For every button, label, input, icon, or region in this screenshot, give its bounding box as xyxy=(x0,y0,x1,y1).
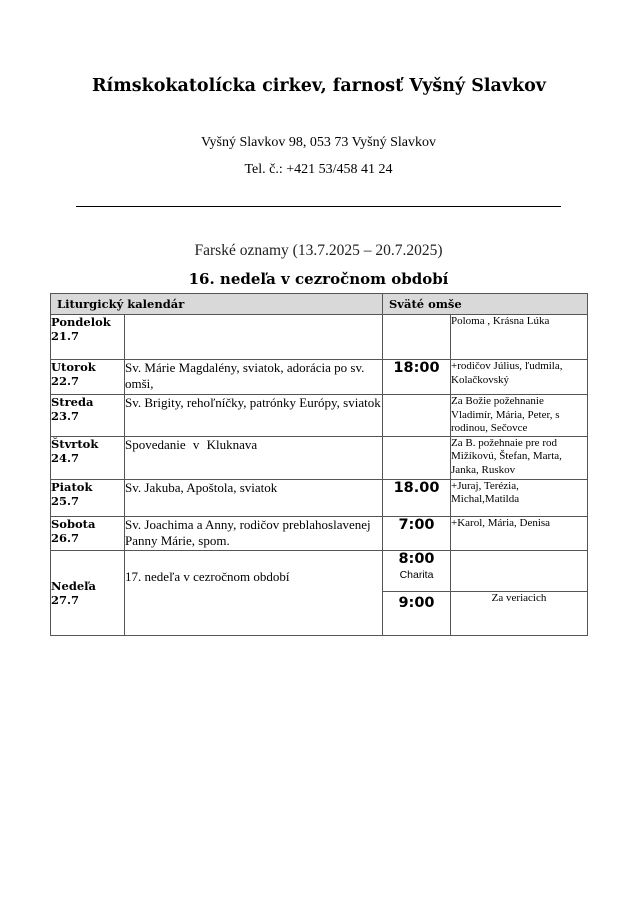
day-name: Pondelok xyxy=(51,315,111,329)
day-name: Piatok xyxy=(51,479,93,494)
table-row xyxy=(51,315,588,360)
intention-cell: +rodičov Július, ľudmila, Kolačkovský xyxy=(451,360,588,395)
day-date: 24.7 xyxy=(51,450,80,465)
table-header-row xyxy=(51,294,588,315)
description-cell: Sv. Joachima a Anny, rodičov preblahoslavenej Panny Márie, spom. xyxy=(125,516,383,550)
table-row xyxy=(51,550,588,591)
day-date: 23.7 xyxy=(51,409,80,423)
time-cell: 9:00 xyxy=(383,591,451,635)
day-cell xyxy=(51,360,125,395)
header-liturgical-calendar: Liturgický kalendár xyxy=(51,294,383,315)
time-cell: 18:00 xyxy=(383,360,451,395)
parish-title: Rímskokatolícka cirkev, farnosť Vyšný Slavkov xyxy=(92,76,546,96)
day-name: Nedeľa xyxy=(51,578,97,593)
description-cell: 17. nedeľa v cezročnom období xyxy=(125,550,383,635)
day-cell xyxy=(51,395,125,437)
intention-cell: Za veriacich xyxy=(451,591,588,635)
intention-cell: Za B. požehnaie pre rod Mižíkovú, Štefan, Marta, Janka, Ruskov xyxy=(451,436,588,479)
time-cell: 18.00 xyxy=(383,479,451,516)
header-masses: Sväté omše xyxy=(383,294,588,315)
time-cell xyxy=(383,436,451,479)
description-cell: Sv. Márie Magdalény, sviatok, adorácia po sv. omši, xyxy=(125,360,383,395)
day-cell xyxy=(51,550,125,635)
day-cell xyxy=(51,436,125,479)
mass-time: 8:00 xyxy=(398,550,435,567)
intention-cell: +Karol, Mária, Denisa xyxy=(451,516,588,550)
day-date: 25.7 xyxy=(51,493,80,508)
time-cell xyxy=(383,395,451,437)
day-date: 21.7 xyxy=(51,329,80,343)
parish-phone: Tel. č.: +421 53/458 41 24 xyxy=(244,162,393,177)
sunday-title: 16. nedeľa v cezročnom období xyxy=(188,270,449,288)
notice-title: Farské oznamy (13.7.2025 – 20.7.2025) xyxy=(194,242,443,259)
day-date: 27.7 xyxy=(51,592,80,607)
time-cell: 7:00 xyxy=(383,516,451,550)
liturgical-calendar-table xyxy=(50,293,588,636)
mass-time-note: Charita xyxy=(399,568,434,581)
day-cell xyxy=(51,516,125,550)
parish-address: Vyšný Slavkov 98, 053 73 Vyšný Slavkov xyxy=(200,135,437,150)
time-cell xyxy=(383,550,451,591)
intention-cell xyxy=(451,550,588,591)
description-cell xyxy=(125,315,383,360)
intention-cell: +Juraj, Terézia, Michal,Matilda xyxy=(451,479,588,516)
table-row xyxy=(51,479,588,516)
header-divider xyxy=(76,206,561,207)
description-cell: Sv. Jakuba, Apoštola, sviatok xyxy=(125,479,383,516)
day-cell xyxy=(51,479,125,516)
description-cell: Sv. Brigity, rehoľníčky, patrónky Európy, sviatok xyxy=(125,395,383,437)
table-row xyxy=(51,360,588,395)
table-row xyxy=(51,516,588,550)
intention-cell: Poloma , Krásna Lúka xyxy=(451,315,588,360)
day-name: Sobota xyxy=(51,516,96,531)
day-name: Štvrtok xyxy=(51,436,99,451)
intention-cell: Za Božie požehnanie Vladimír, Mária, Peter, s rodinou, Sečovce xyxy=(451,395,588,437)
table-row xyxy=(51,395,588,437)
time-cell xyxy=(383,315,451,360)
day-cell xyxy=(51,315,125,360)
table-row xyxy=(51,436,588,479)
day-name: Streda xyxy=(51,395,94,409)
day-date: 22.7 xyxy=(51,374,80,388)
day-date: 26.7 xyxy=(51,530,80,545)
day-name: Utorok xyxy=(51,360,96,374)
description-cell: Spovedanie v Kluknava xyxy=(125,436,383,479)
